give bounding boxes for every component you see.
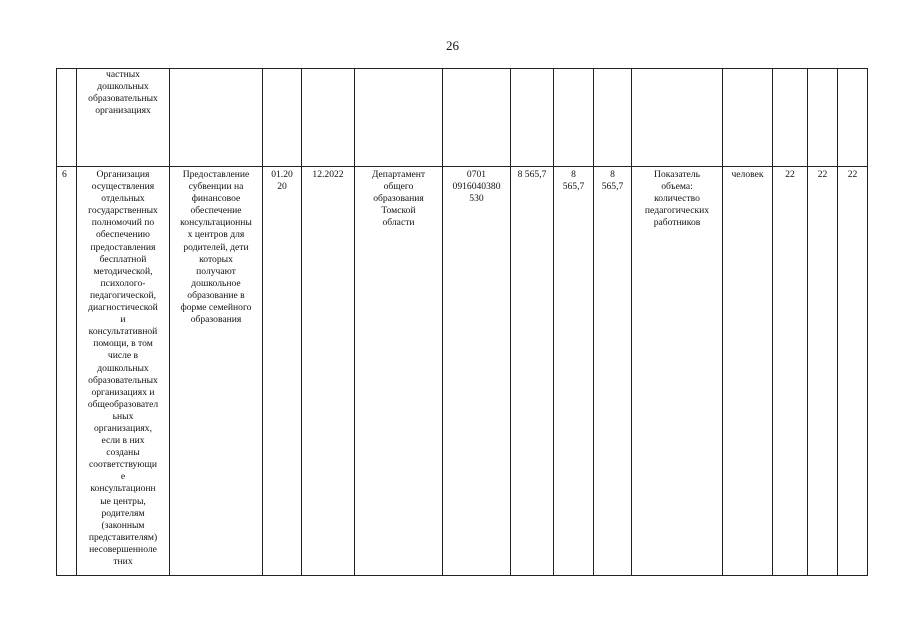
text-line: 530 <box>469 193 484 205</box>
text-line: 565,7 <box>601 181 624 193</box>
text-line: финансовое <box>191 193 241 205</box>
text-line: созданы <box>106 447 140 459</box>
text-line: 8 <box>610 169 615 180</box>
cell-amount-2 <box>554 167 594 576</box>
table-row <box>57 167 868 576</box>
text-line: если в них <box>101 435 145 447</box>
text-line: Томской <box>381 205 416 217</box>
text-line: числе в <box>107 350 139 362</box>
text-line: получают <box>196 265 236 277</box>
text-line: психолого- <box>100 277 146 289</box>
text-line: педагогических <box>644 205 710 217</box>
text-line: предоставления <box>90 241 156 253</box>
text-line: образовательных <box>88 374 158 386</box>
text-line: консультационны <box>180 217 252 229</box>
cell-amount-total: 8 565,7 <box>511 167 554 576</box>
text-line: помощи, в том <box>93 338 153 350</box>
text-line: осуществления <box>91 181 155 193</box>
cell-indicator <box>632 167 723 576</box>
text-line: тних <box>113 556 133 567</box>
text-line: организациях и <box>91 386 155 398</box>
text-line: (законным <box>101 519 145 531</box>
text-line: количество <box>654 193 700 205</box>
cell-amount-3 <box>594 167 632 576</box>
text-line: обеспечение <box>190 205 242 217</box>
text-line: х центров для <box>187 229 245 241</box>
text-line: работников <box>653 217 701 229</box>
text-line: образование в <box>187 289 245 301</box>
text-line: Организация <box>96 169 150 180</box>
text-line: дошкольное <box>191 277 241 289</box>
text-line: 01.20 <box>271 169 293 180</box>
text-line: образования <box>373 193 424 205</box>
cell-unit <box>723 69 773 167</box>
table-row-continued <box>57 69 868 167</box>
cell-amount-3 <box>594 69 632 167</box>
text-line: педагогической, <box>89 289 157 301</box>
text-line: консультационн <box>90 483 156 495</box>
text-line: Показатель <box>654 169 700 180</box>
text-line: образования <box>190 314 242 326</box>
text-line: полномочий по <box>91 217 155 229</box>
text-line: е <box>120 471 126 483</box>
cell-value-1: 22 <box>773 167 808 576</box>
text-line: образовательных <box>88 93 158 105</box>
cell-result <box>170 167 263 576</box>
text-line: 20 <box>277 181 287 193</box>
text-line: 0701 <box>466 169 487 180</box>
text-line: 565,7 <box>562 181 585 193</box>
page-number: 26 <box>446 38 459 53</box>
cell-value-2: 22 <box>808 167 838 576</box>
text-line: государственных <box>88 205 158 217</box>
cell-start <box>263 167 302 576</box>
text-line: бесплатной <box>99 253 147 265</box>
text-line: объема: <box>661 181 693 193</box>
text-line: соответствующи <box>88 459 158 471</box>
text-line: организациях, <box>94 422 152 434</box>
text-line: форме семейного <box>180 302 252 314</box>
cell-unit: человек <box>723 167 773 576</box>
text-line: консультативной <box>88 326 158 338</box>
text-line: методической, <box>93 265 153 277</box>
text-line: ьных <box>112 410 134 422</box>
cell-executor <box>355 167 443 576</box>
text-line: частных <box>106 69 140 80</box>
cell-code <box>443 167 511 576</box>
cell-event <box>77 167 170 576</box>
text-line: несовершенноле <box>89 543 157 555</box>
cell-event <box>77 69 170 167</box>
text-line: субвенции на <box>188 181 244 193</box>
text-line: 0916040380 <box>452 181 501 193</box>
text-line: Департамент <box>371 169 426 180</box>
text-line: Предоставление <box>182 169 250 180</box>
cell-value-3 <box>838 69 868 167</box>
text-line: которых <box>199 253 233 265</box>
text-line: ые центры, <box>100 495 146 507</box>
text-line: обеспечению <box>96 229 150 241</box>
cell-value-2 <box>808 69 838 167</box>
cell-end <box>302 69 355 167</box>
cell-value-3: 22 <box>838 167 868 576</box>
program-table <box>56 68 868 576</box>
text-line: и <box>120 314 126 326</box>
cell-end: 12.2022 <box>302 167 355 576</box>
cell-amount-2 <box>554 69 594 167</box>
cell-value-1 <box>773 69 808 167</box>
cell-code <box>443 69 511 167</box>
text-line: организациях <box>95 105 151 117</box>
cell-indicator <box>632 69 723 167</box>
cell-number <box>57 69 77 167</box>
cell-amount-total <box>511 69 554 167</box>
text-line: 8 <box>571 169 576 180</box>
text-line: родителям <box>101 507 145 519</box>
cell-result <box>170 69 263 167</box>
text-line: общеобразовател <box>87 398 159 410</box>
text-line: диагностической <box>88 302 158 314</box>
text-line: общего <box>383 181 414 193</box>
cell-executor <box>355 69 443 167</box>
text-line: представителям) <box>88 531 158 543</box>
text-line: дошкольных <box>97 81 149 93</box>
cell-start <box>263 69 302 167</box>
text-line: области <box>382 217 415 229</box>
text-line: отдельных <box>101 193 145 205</box>
text-line: дошкольных <box>97 362 149 374</box>
text-line: родителей, дети <box>183 241 249 253</box>
cell-number: 6 <box>57 167 77 576</box>
